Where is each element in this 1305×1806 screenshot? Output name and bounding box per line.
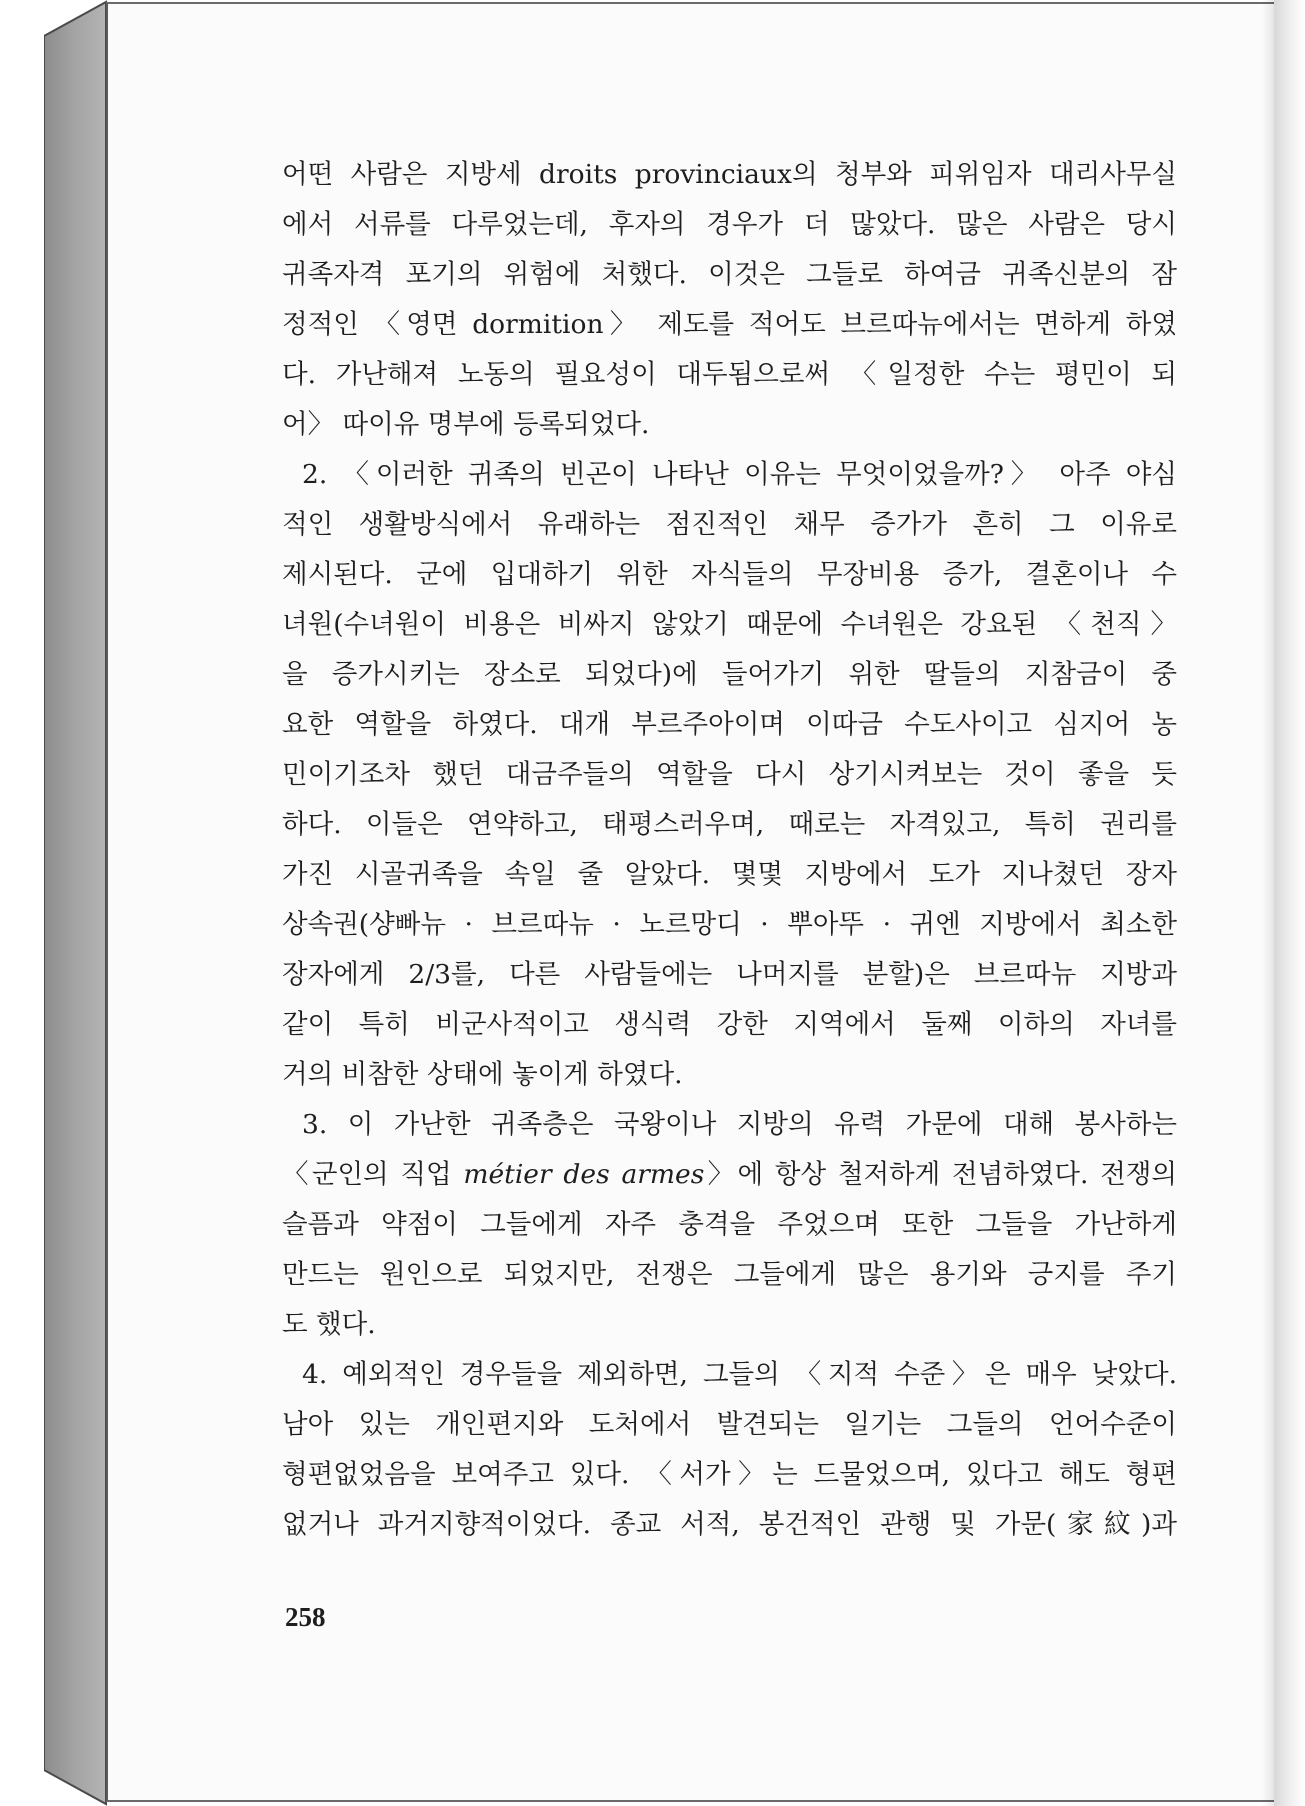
text-line: 상속권(샹빠뉴 · 브르따뉴 · 노르망디 · 뿌아뚜 · 귀엔 지방에서 최소한 [282, 909, 1177, 940]
text-line: 하다. 이들은 연약하고, 태평스러우며, 때로는 자격있고, 특히 권리를 [282, 809, 1177, 840]
text-line: 어〉 따이유 명부에 등록되었다. [282, 409, 650, 440]
text-line-with-italic [282, 1150, 1177, 1200]
text-line: 슬픔과 약점이 그들에게 자주 충격을 주었으며 또한 그들을 가난하게 [282, 1209, 1177, 1240]
text-line: 요한 역할을 하였다. 대개 부르주아이며 이따금 수도사이고 심지어 농 [282, 709, 1177, 740]
text-line: 2. 〈이러한 귀족의 빈곤이 나타난 이유는 무엇이었을까?〉 아주 야심 [302, 459, 1177, 490]
body-text [282, 150, 1177, 1550]
book-spine [44, 0, 108, 1806]
page-edge-stack [1274, 0, 1305, 1806]
text-line: 남아 있는 개인편지와 도처에서 발견되는 일기는 그들의 언어수준이 [282, 1409, 1177, 1440]
text-line: 형편없었음을 보여주고 있다. 〈서가〉는 드물었으며, 있다고 해도 형편 [282, 1459, 1177, 1490]
text-line: 가진 시골귀족을 속일 줄 알았다. 몇몇 지방에서 도가 지나쳤던 장자 [282, 859, 1177, 890]
text-line: 없거나 과거지향적이었다. 종교 서적, 봉건적인 관행 및 가문(家紋)과 [282, 1509, 1177, 1540]
text-line: 적인 생활방식에서 유래하는 점진적인 채무 증가가 흔히 그 이유로 [282, 509, 1177, 540]
text-line: 제시된다. 군에 입대하기 위한 자식들의 무장비용 증가, 결혼이나 수 [282, 559, 1177, 590]
text-line: 만드는 원인으로 되었지만, 전쟁은 그들에게 많은 용기와 긍지를 주기 [282, 1259, 1177, 1290]
page-number: 258 [285, 1602, 326, 1632]
text-line: 도 했다. [282, 1309, 376, 1340]
text-line: 거의 비참한 상태에 놓이게 하였다. [282, 1059, 683, 1090]
text-line: 어떤 사람은 지방세 droits provinciaux의 청부와 피위임자 대리사무실 [282, 159, 1177, 190]
text-line: 정적인 〈영면 dormition〉 제도를 적어도 브르따뉴에서는 면하게 하였 [282, 309, 1177, 340]
text-line: 같이 특히 비군사적이고 생식력 강한 지역에서 둘째 이하의 자녀를 [282, 1009, 1177, 1040]
text-line: 다. 가난해져 노동의 필요성이 대두됨으로써 〈일정한 수는 평민이 되 [282, 359, 1177, 390]
text-segment: 〉에 항상 철저하게 전념하였다. 전쟁의 [704, 1159, 1177, 1190]
text-line: 을 증가시키는 장소로 되었다)에 들어가기 위한 딸들의 지참금이 중 [282, 659, 1177, 690]
text-segment: 〈군인의 직업 [282, 1159, 464, 1190]
text-line: 녀원(수녀원이 비용은 비싸지 않았기 때문에 수녀원은 강요된 〈천직〉 [282, 609, 1177, 640]
text-line: 3. 이 가난한 귀족층은 국왕이나 지방의 유력 가문에 대해 봉사하는 [302, 1109, 1177, 1140]
text-line: 4. 예외적인 경우들을 제외하면, 그들의 〈지적 수준〉은 매우 낮았다. [302, 1359, 1177, 1390]
text-line: 에서 서류를 다루었는데, 후자의 경우가 더 많았다. 많은 사람은 당시 [282, 209, 1177, 240]
italic-term: métier des armes [463, 1159, 705, 1190]
text-line: 장자에게 2/3를, 다른 사람들에는 나머지를 분할)은 브르따뉴 지방과 [282, 959, 1177, 990]
text-line: 귀족자격 포기의 위험에 처했다. 이것은 그들로 하여금 귀족신분의 잠 [282, 259, 1177, 290]
text-line: 민이기조차 했던 대금주들의 역할을 다시 상기시켜보는 것이 좋을 듯 [282, 759, 1177, 790]
